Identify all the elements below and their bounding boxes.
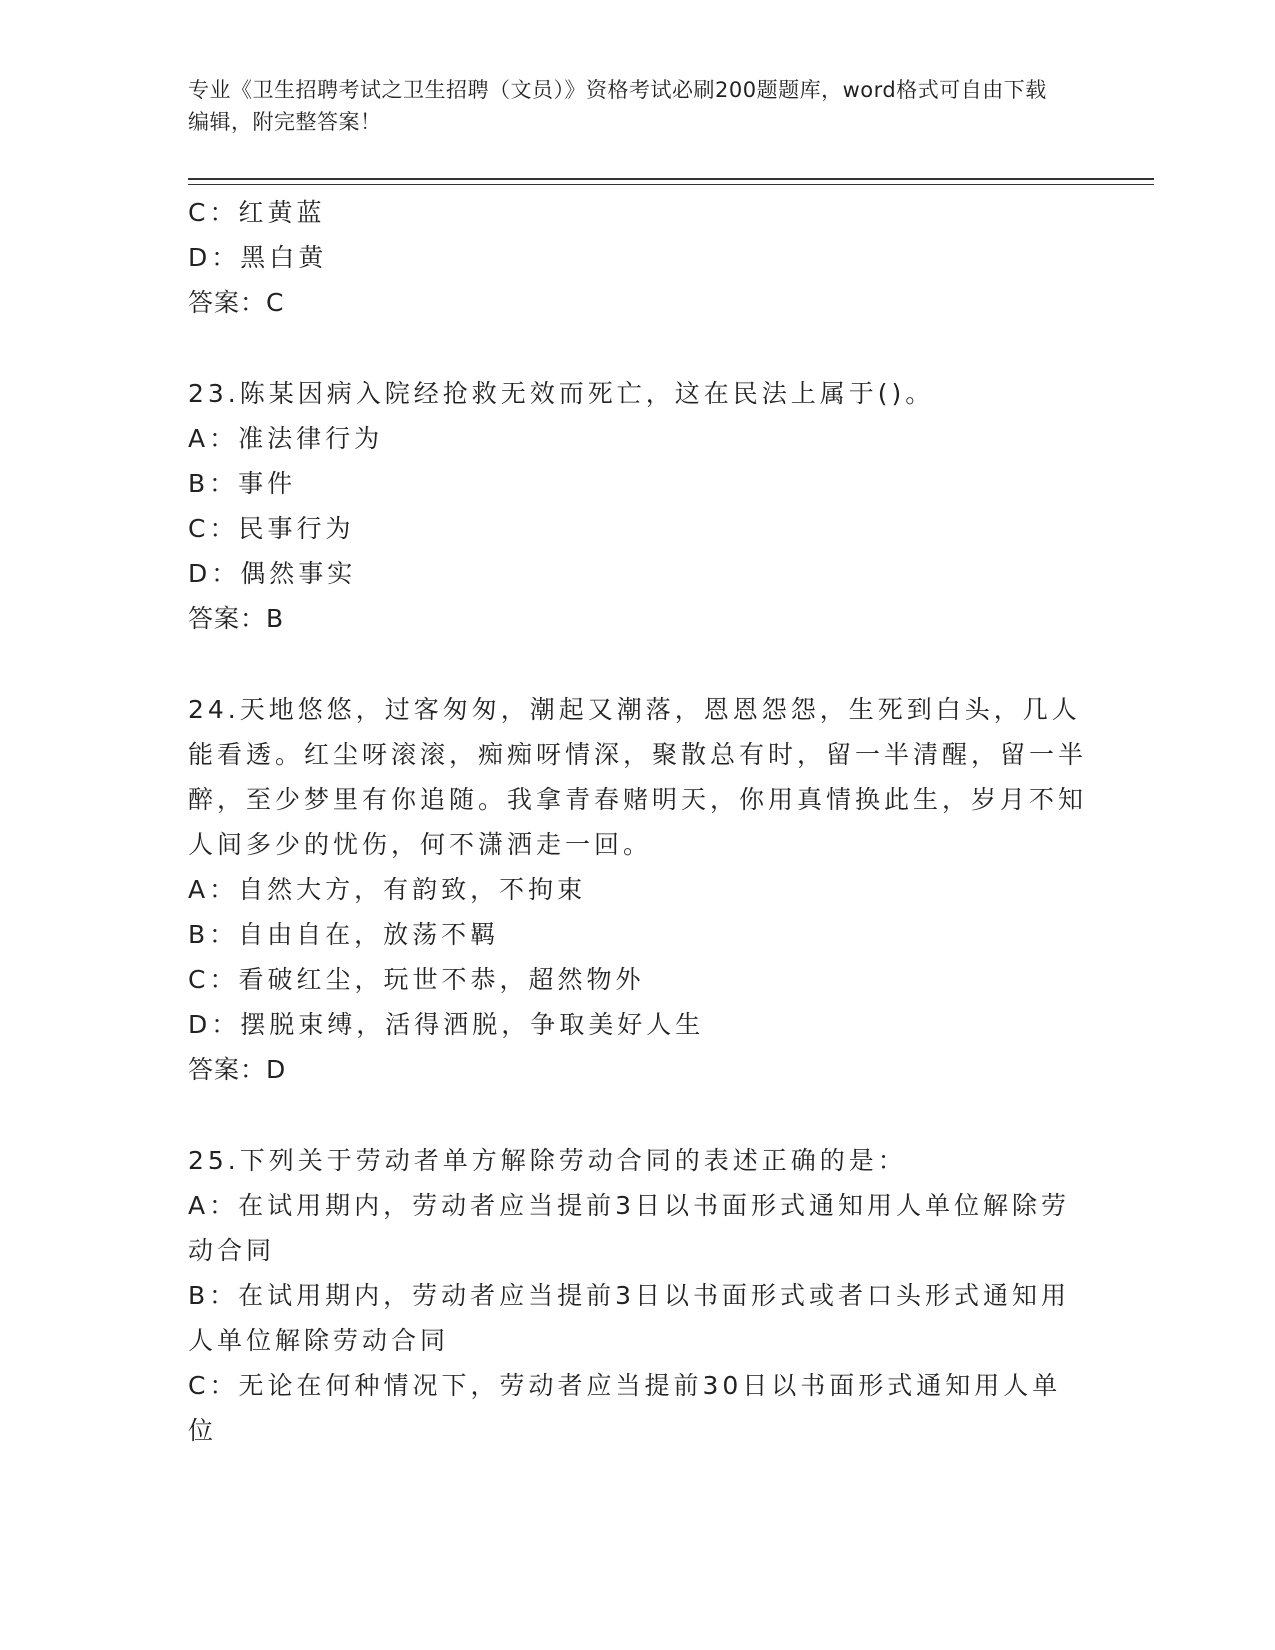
- option-c: C：红黄蓝: [188, 198, 326, 227]
- option-a: A：自然大方，有韵致，不拘束: [188, 875, 587, 904]
- option-b: B：在试用期内，劳动者应当提前3日以书面形式或者口头形式通知用人单位解除劳动合同: [188, 1281, 1071, 1355]
- question-text: 24.天地悠悠，过客匆匆，潮起又潮落，恩恩怨怨，生死到白头，几人能看透。红尘呀滚滚，痴痴呀情深，聚散总有时，留一半清醒，留一半醉，至少梦里有你追随。我拿青春赌明天，你用真情换此生，岁月不知人间多少的忧伤，何不潇洒走一回。: [188, 695, 1088, 859]
- answer: 答案：D: [188, 1055, 287, 1084]
- question-content: [188, 190, 1088, 1499]
- question-text: 23.陈某因病入院经抢救无效而死亡，这在民法上属于()。: [188, 379, 935, 408]
- option-d: D：偶然事实: [188, 559, 357, 588]
- question-text: 25.下列关于劳动者单方解除劳动合同的表述正确的是：: [188, 1146, 907, 1175]
- option-c: C：无论在何种情况下，劳动者应当提前30日以书面形式通知用人单位: [188, 1371, 1062, 1445]
- question-25: [188, 1138, 1088, 1453]
- option-a: A：在试用期内，劳动者应当提前3日以书面形式通知用人单位解除劳动合同: [188, 1191, 1071, 1265]
- header-rule-thick: [188, 178, 1154, 180]
- option-b: B：自由自在，放荡不羁: [188, 920, 500, 949]
- option-a: A：准法律行为: [188, 424, 384, 453]
- header-rule-thin: [188, 184, 1154, 185]
- option-d: D：摆脱束缚，活得洒脱，争取美好人生: [188, 1010, 705, 1039]
- document-header: 专业《卫生招聘考试之卫生招聘（文员）》资格考试必刷200题题库，word格式可自由下载编辑，附完整答案！: [188, 78, 1047, 134]
- option-c: C：民事行为: [188, 514, 355, 543]
- answer: 答案：C: [188, 288, 285, 317]
- question-22-tail: [188, 190, 1088, 325]
- option-d: D：黑白黄: [188, 243, 328, 272]
- question-23: [188, 371, 1088, 641]
- answer: 答案：B: [188, 604, 285, 633]
- option-b: B：事件: [188, 469, 297, 498]
- option-c: C：看破红尘，玩世不恭，超然物外: [188, 965, 645, 994]
- question-24: [188, 687, 1088, 1092]
